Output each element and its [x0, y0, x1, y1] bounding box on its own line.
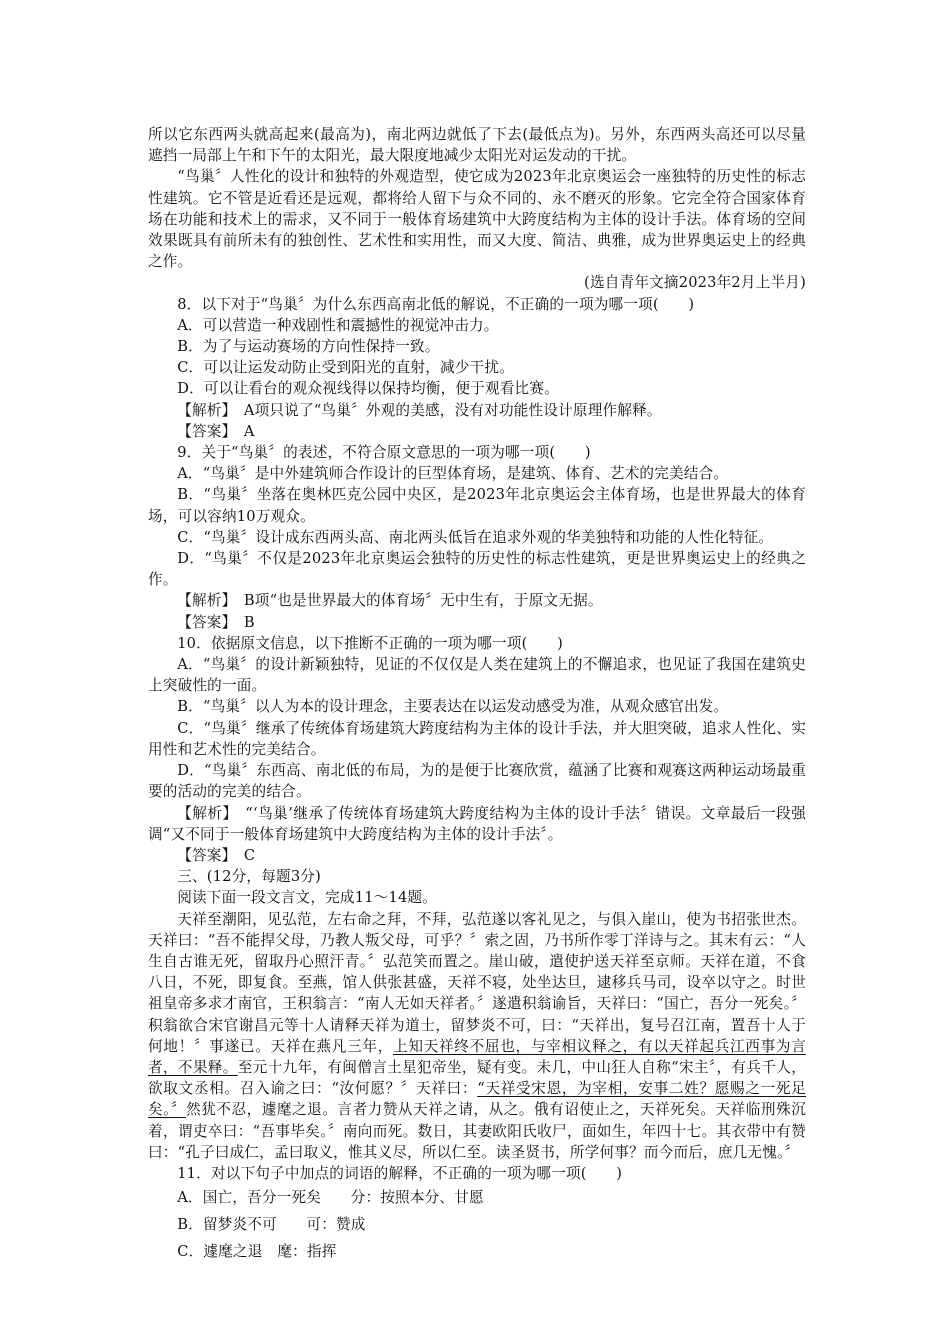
question-9-option-c: C．“鸟巢〞设计成东西两头高、南北两头低旨在追求外观的华美独特和功能的人性化特征。 — [177, 528, 774, 546]
question-11-option-c: C．遽麾之退 麾：指挥 — [177, 1243, 337, 1261]
question-9-analysis: 【解析】 B项“也是世界最大的体育场〞无中生有，于原文无据。 — [177, 592, 603, 610]
question-9-option-b: B．“鸟巢〞坐落在奥林匹克公园中央区，是2023年北京奥运会主体育场，也是世界最大的体育场，可以容纳10万观众。 — [148, 486, 806, 525]
paragraph-continued: 所以它东西两头就高起来(最高为)，南北两边就低了下去(最低点为)。另外，东西两头高还可以尽量遮挡一局部上午和下午的太阳光，最大限度地减少太阳光对运发动的干扰。 — [148, 126, 806, 165]
question-10-answer: 【答案】 C — [177, 846, 256, 864]
paragraph-bird-nest: “鸟巢〞人性化的设计和独特的外观造型，使它成为2023年北京奥运会一座独特的历史性的标志性建筑。它不管是近看还是远观，都将给人留下与众不同的、永不磨灭的形象。它完全符合国家体育场在功能和技术上的需求，又不同于一般体育场建筑中大跨度结构为主体的设计手法。体育场的空间效果既具有前所未有的独创性、艺术性和实用性，而又大度、简洁、典雅，成为世界奥运史上的经典之作。 — [148, 168, 806, 271]
section-3-heading: 三、(12分，每题3分) — [177, 868, 321, 886]
passage-underlined-1: 上知天祥终不屈也，与宰相议释之，有以天祥起兵江西事为言者，不果释。 — [148, 1037, 806, 1076]
question-11-option-b: B．留梦炎不可 可：赞成 — [177, 1216, 366, 1234]
passage-text-1: 天祥至潮阳，见弘范，左右命之拜，不拜，弘范遂以客礼见之，与俱入崖山，使为书招张世杰。天祥曰：“吾不能捍父母，乃教人叛父母，可乎？〞索之固，乃书所作零丁洋诗与之。其末有云：“人生自古谁无死，留取丹心照汗青。〞弘范笑而置之。崖山破，遣使护送天祥至京师。天祥在道，不食八日，不死，即复食。至燕，馆人供张甚盛，天祥不寝，处坐达旦，逮移兵马司，设卒以守之。时世祖皇帝多求才南官，王积翁言：“南人无如天祥者。〞遂遣积翁谕旨，天祥曰：“国亡，吾分一死矣。〞积翁欲合宋官谢昌元等十人请释天祥为道士，留梦炎不可，曰：“天祥出，复号召江南，置吾十人于何地！〞事遂已。天祥在燕凡三年， — [148, 910, 806, 1055]
document-body — [148, 124, 806, 1265]
question-8-option-c: C．可以让运发动防止受到阳光的直射，减少干扰。 — [177, 359, 515, 377]
passage-text-3: 然犹不忍，遽麾之退。言者力赞从天祥之请，从之。俄有诏使止之，天祥死矣。天祥临刑殊沉着，谓吏卒曰：“吾事毕矣。〞南向而死。数日，其妻欧阳氏收尸，面如生，年四十七。其衣带中有赞曰：“孔子曰成仁，孟曰取义，惟其义尽，所以仁至。读圣贤书，所学何事？而今而后，庶几无愧。〞 — [148, 1101, 806, 1161]
question-11-stem: 11．对以下句子中加点的词语的解释，不正确的一项为哪一项( ) — [177, 1164, 623, 1182]
question-8-option-b: B．为了与运动赛场的方向性保持一致。 — [177, 338, 440, 356]
question-10-analysis: 【解析】 “‘鸟巢’继承了传统体育场建筑大跨度结构为主体的设计手法〞错误。文章最后一段强调“又不同于一般体育场建筑中大跨度结构为主体的设计手法〞。 — [148, 804, 806, 843]
question-10-option-c: C．“鸟巢〞继承了传统体育场建筑大跨度结构为主体的设计手法，并大胆突破，追求人性化、实用性和艺术性的完美结合。 — [148, 719, 806, 758]
question-10-option-a: A．“鸟巢〞的设计新颖独特，见证的不仅仅是人类在建筑上的不懈追求，也见证了我国在建筑史上突破性的一面。 — [148, 656, 806, 695]
question-10-stem: 10．依据原文信息，以下推断不正确的一项为哪一项( ) — [177, 634, 563, 652]
source-citation: (选自青年文摘2023年2月上半月) — [584, 274, 806, 292]
question-8-stem: 8．以下对于“鸟巢〞为什么东西高南北低的解说，不正确的一项为哪一项( ) — [177, 295, 695, 313]
question-9-option-d: D．“鸟巢〞不仅是2023年北京奥运会独特的历史性的标志性建筑，更是世界奥运史上的经典之作。 — [148, 550, 806, 589]
classical-chinese-passage — [148, 909, 806, 1163]
section-3-instruction: 阅读下面一段文言文，完成11～14题。 — [177, 889, 438, 907]
question-11-option-a: A．国亡，吾分一死矣 分：按照本分、甘愿 — [177, 1189, 484, 1207]
passage-text-2: 至元十九年，有闽僧言土星犯帝坐，疑有变。未几，中山狂人自称“宋主〞，有兵千人，欲取文丞相。召入谕之曰：“汝何愿？〞天祥曰： — [148, 1058, 807, 1098]
passage-underlined-2: “天祥受宋恩，为宰相，安事二姓？愿赐之一死足矣。〞 — [148, 1080, 806, 1119]
question-9-answer: 【答案】 B — [177, 613, 255, 631]
question-9-stem: 9．关于“鸟巢〞的表述，不符合原文意思的一项为哪一项( ) — [177, 444, 591, 462]
question-10-option-b: B．“鸟巢〞以人为本的设计理念，主要表达在以运发动感受为准，从观众感官出发。 — [177, 698, 729, 716]
question-8-analysis: 【解析】 A项只说了“鸟巢〞外观的美感，没有对功能性设计原理作解释。 — [177, 401, 662, 419]
question-9-option-a: A．“鸟巢〞是中外建筑师合作设计的巨型体育场，是建筑、体育、艺术的完美结合。 — [177, 465, 729, 483]
question-10-option-d: D．“鸟巢〞东西高、南北低的布局，为的是便于比赛欣赏，蕴涵了比赛和观赛这两种运动场最重要的活动的完美的结合。 — [148, 762, 806, 801]
question-8-option-d: D．可以让看台的观众视线得以保持均衡，便于观看比赛。 — [177, 380, 559, 398]
question-8-option-a: A．可以营造一种戏剧性和震撼性的视觉冲击力。 — [177, 316, 499, 334]
question-8-answer: 【答案】 A — [177, 422, 255, 440]
